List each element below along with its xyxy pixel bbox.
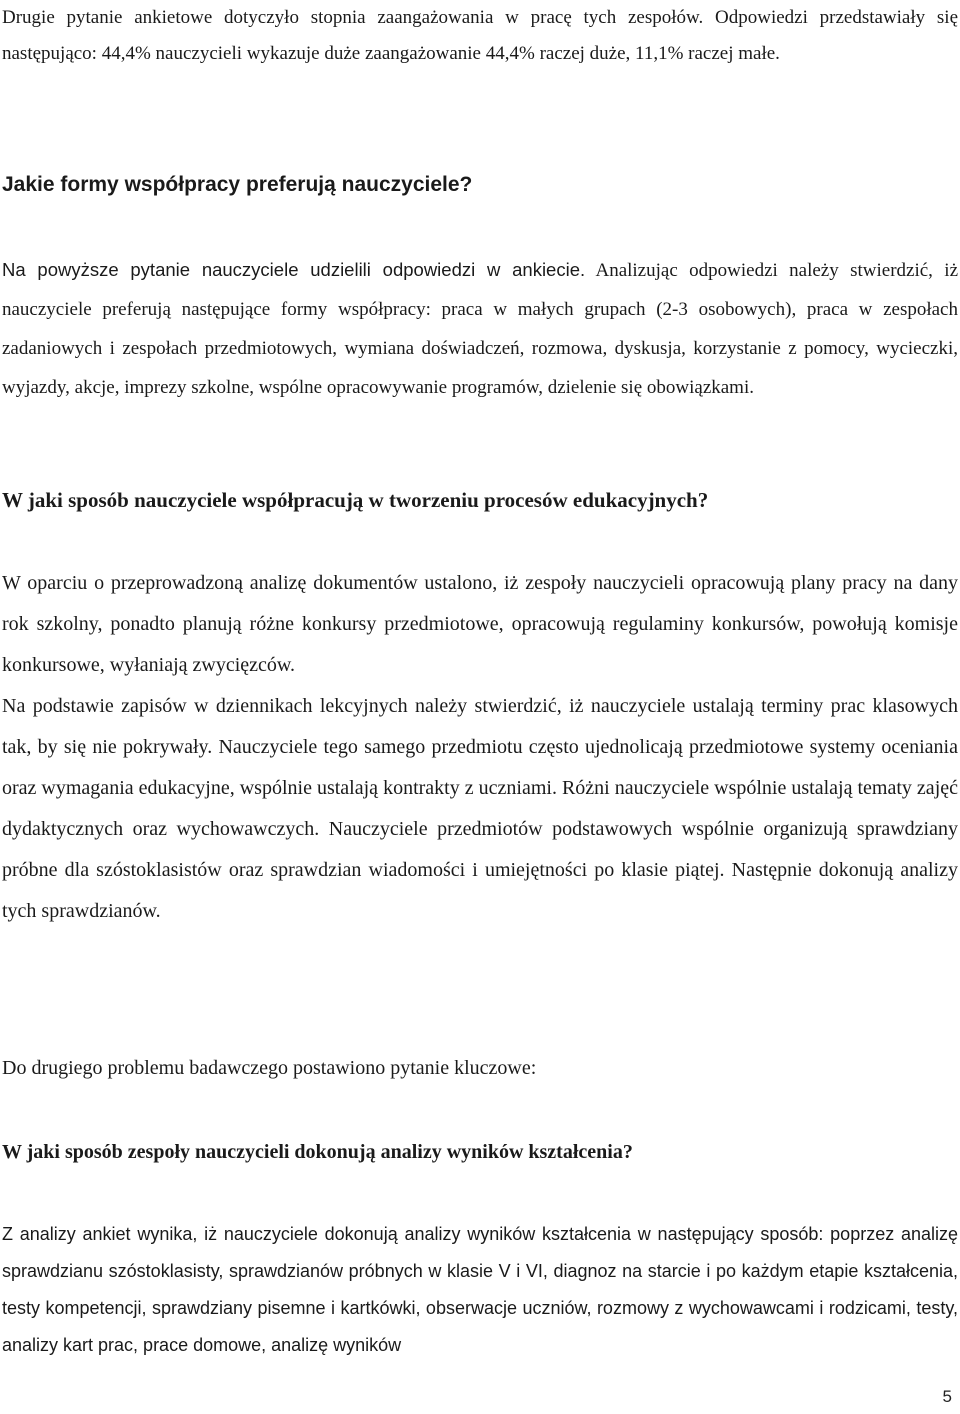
paragraph-plans: W oparciu o przeprowadzoną analizę dokumentów ustalono, iż zespoły nauczycieli opracowują plany pracy na dany rok szkolny, ponadto planują różne konkursy przedmiotowe, opracowują regulaminy konkursów, powołują komisje konkursowe, wyłaniają zwycięzców. [2, 572, 958, 676]
paragraph-forms-answer [2, 250, 958, 407]
paragraph-forms-lead: Na powyższe pytanie nauczyciele udzielili odpowiedzi w ankiecie. [2, 259, 586, 280]
paragraph-document-analysis [2, 563, 958, 932]
page-number: 5 [942, 1387, 952, 1406]
paragraph-second-problem: Do drugiego problemu badawczego postawiono pytanie kluczowe: [2, 1057, 537, 1079]
paragraph-engagement: Drugie pytanie ankietowe dotyczyło stopnia zaangażowania w pracę tych zespołów. Odpowiedzi przedstawiały się następująco: 44,4% nauczycieli wykazuje duże zaangażowanie 44,4% raczej duże, 11,1% raczej małe. [2, 7, 958, 64]
heading-results-analysis: W jaki sposób zespoły nauczycieli dokonują analizy wyników kształcenia? [2, 1141, 633, 1163]
paragraph-forms-rest: Analizując odpowiedzi należy stwierdzić, iż nauczyciele preferują następujące formy współpracy: praca w małych grupach (2-3 osobowych), praca w zespołach zadaniowych i zespołach przedmiotowych, wymiana doświadczeń, rozmowa, dyskusja, korzystanie z pomocy, wycieczki, wyjazdy, akcje, imprezy szkolne, wspólne opracowywanie programów, dzielenie się obowiązkami. [2, 260, 959, 398]
heading-forms-of-cooperation: Jakie formy współpracy preferują nauczyciele? [2, 173, 473, 196]
heading-educational-processes: W jaki sposób nauczyciele współpracują w tworzeniu procesów edukacyjnych? [2, 488, 709, 512]
paragraph-gradebook: Na podstawie zapisów w dziennikach lekcyjnych należy stwierdzić, iż nauczyciele ustalają terminy prac klasowych tak, by się nie pokrywały. Nauczyciele tego samego przedmiotu często ujednolicają przedmiotowe systemy oceniania oraz wymagania edukacyjne, wspólnie ustalają kontrakty z uczniami. Różni nauczyciele wspólnie ustalają tematy zajęć dydaktycznych oraz wychowawczych. Nauczyciele przedmiotów podstawowych wspólnie organizują sprawdziany próbne dla szóstoklasistów oraz sprawdzian wiadomości i umiejętności po klasie piątej. Następnie dokonują analizy tych sprawdzianów. [2, 695, 958, 922]
paragraph-results-answer: Z analizy ankiet wynika, iż nauczyciele dokonują analizy wyników kształcenia w następujący sposób: poprzez analizę sprawdzianu szóstoklasisty, sprawdzianów próbnych w klasie V i VI, diagnoz na starcie i po każdym etapie kształcenia, testy kompetencji, sprawdziany pisemne i kartkówki, obserwacje uczniów, rozmowy z wychowawcami i rodzicami, testy, analizy kart prac, prace domowe, analizę wyników [2, 1224, 958, 1355]
